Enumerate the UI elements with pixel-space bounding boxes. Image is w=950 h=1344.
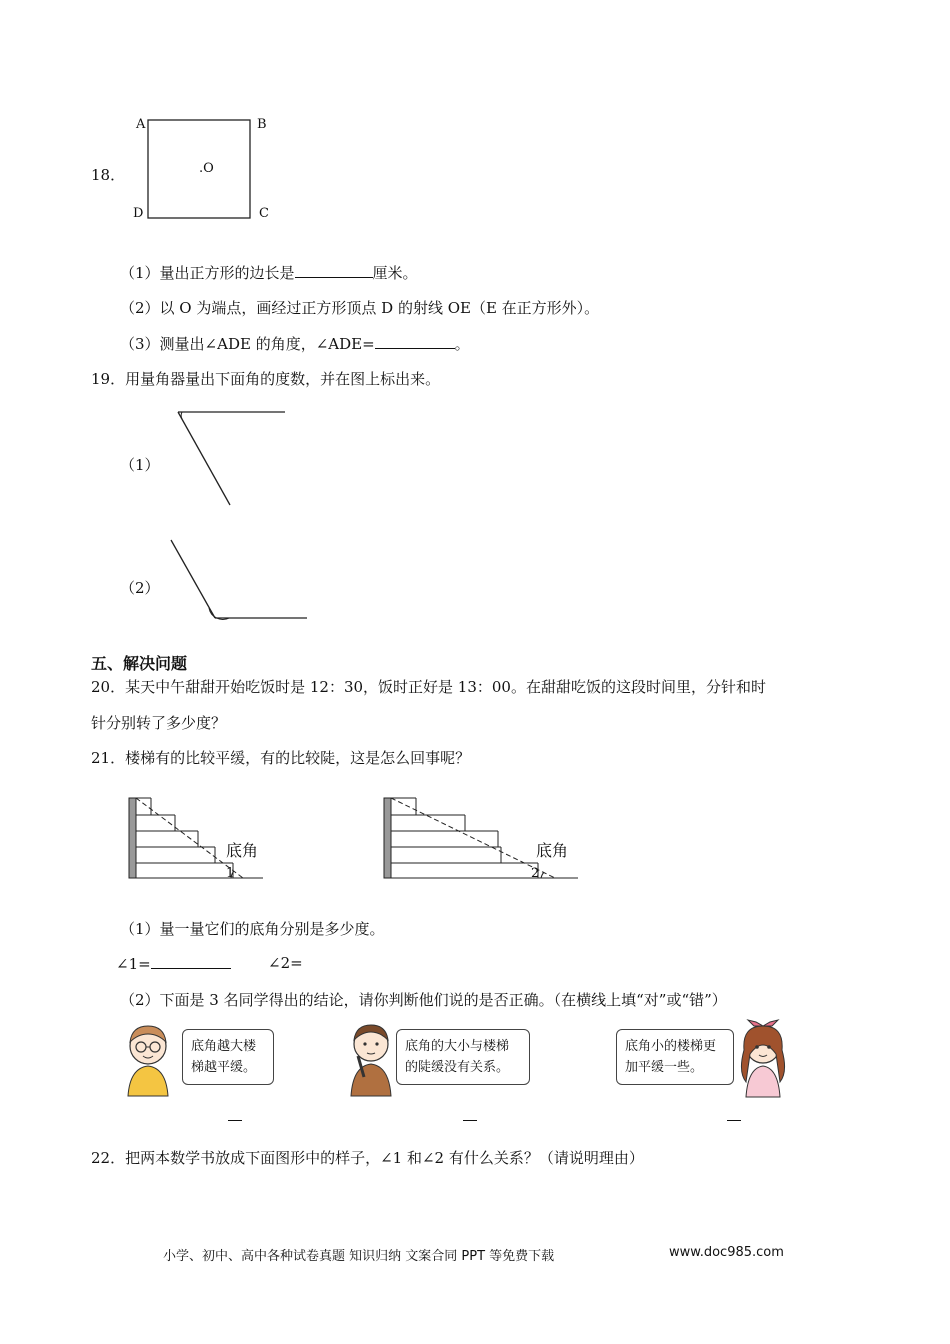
q18-part3-pre: （3）测量出∠ADE 的角度，∠ADE=: [120, 335, 375, 353]
angle-2-number: 2: [531, 866, 540, 881]
label-o: .O: [199, 161, 214, 176]
angle-figure-2: [165, 535, 315, 625]
answer-blank-side[interactable]: [295, 263, 373, 278]
q21-part2: （2）下面是 3 名同学得出的结论，请你判断他们说的是否正确。（在横线上填“对”或“错”）: [120, 991, 727, 1009]
answer-blank-student-2[interactable]: [463, 1120, 477, 1121]
bubble-student-2: 底角的大小与楼梯的陡缓没有关系。: [396, 1029, 530, 1085]
q21-part1: （1）量一量它们的底角分别是多少度。: [120, 920, 385, 938]
q18-part2: （2）以 O 为端点，画经过正方形顶点 D 的射线 OE（E 在正方形外）。: [120, 299, 600, 317]
section5-title: 五、解决问题: [91, 654, 188, 673]
q18-part1-post: 厘米。: [372, 264, 418, 282]
footer-text: 小学、初中、高中各种试卷真题 知识归纳 文案合同 PPT 等免费下载: [163, 1249, 555, 1264]
label-c: C: [259, 206, 269, 221]
bubble-student-3: 底角小的楼梯更加平缓一些。: [616, 1029, 734, 1085]
q22-text: 22．把两本数学书放成下面图形中的样子，∠1 和∠2 有什么关系？（请说明理由）: [91, 1149, 644, 1167]
footer-url[interactable]: www.doc985.com: [669, 1245, 784, 1260]
answer-blank-angle1[interactable]: [151, 954, 231, 969]
q18-part3: [120, 333, 470, 354]
q20-line1: 20．某天中午甜甜开始吃饭时是 12：30，饭时正好是 13：00。在甜甜吃饭的这段时间里，分针和时: [91, 678, 766, 696]
answer-blank-student-3[interactable]: [727, 1120, 741, 1121]
base-angle-label-2: 底角: [536, 841, 569, 860]
q21-angle2: ∠2=: [268, 954, 303, 972]
student-girl-avatar: [732, 1020, 794, 1098]
q19-text: 19．用量角器量出下面角的度数，并在图上标出来。: [91, 370, 441, 388]
student-boy-glasses-avatar: [118, 1022, 178, 1097]
student-boy-thinking-avatar: [346, 1022, 396, 1097]
q18-number: 18．: [91, 166, 126, 184]
answer-blank-student-1[interactable]: [228, 1120, 242, 1121]
q21-text: 21．楼梯有的比较平缓，有的比较陡，这是怎么回事呢？: [91, 749, 471, 767]
bubble-student-1: 底角越大楼梯越平缓。: [182, 1029, 274, 1085]
q20-line2: 针分别转了多少度？: [91, 714, 227, 732]
q19-label-2: （2）: [120, 579, 160, 597]
label-b: B: [257, 117, 267, 132]
q21-angle1: [116, 954, 231, 973]
q18-part3-post: 。: [454, 335, 470, 353]
angle-1-number: 1: [226, 866, 235, 881]
label-a: A: [136, 117, 146, 132]
base-angle-label-1: 底角: [226, 841, 259, 860]
angle-figure-1: [170, 405, 290, 515]
label-d: D: [133, 206, 144, 221]
q18-part1-pre: （1）量出正方形的边长是: [120, 264, 295, 282]
q19-label-1: （1）: [120, 456, 160, 474]
angle1-prefix: ∠1=: [116, 955, 151, 973]
answer-blank-ade[interactable]: [375, 334, 455, 349]
q18-part1: [120, 262, 418, 283]
